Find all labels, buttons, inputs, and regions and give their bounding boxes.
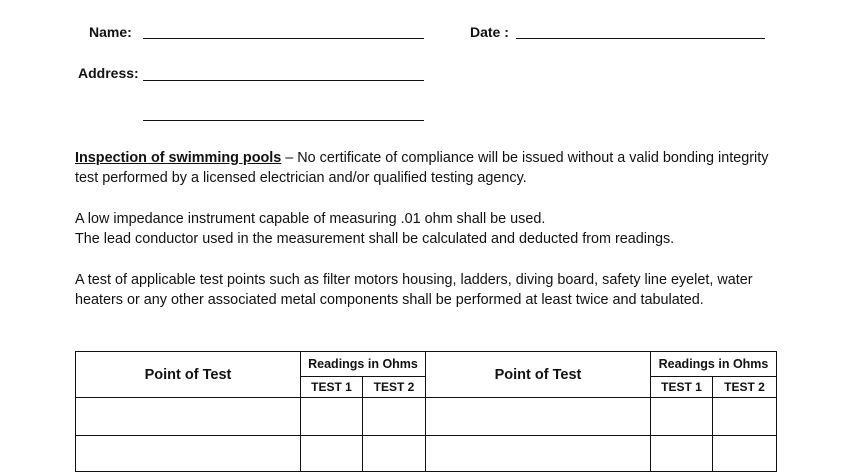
point-of-test-cell[interactable] xyxy=(76,436,301,472)
point-of-test-cell[interactable] xyxy=(76,398,301,436)
date-label: Date : xyxy=(470,24,509,40)
test2-cell[interactable] xyxy=(713,436,777,472)
test-points-paragraph xyxy=(75,270,775,310)
test1-header-right: TEST 1 xyxy=(651,377,713,398)
test-readings-table xyxy=(75,351,777,472)
address-field-line-1[interactable] xyxy=(143,80,424,81)
address-field-line-2[interactable] xyxy=(143,120,424,121)
readings-header-right: Readings in Ohms xyxy=(651,352,777,377)
date-field[interactable] xyxy=(516,38,765,39)
test1-cell[interactable] xyxy=(301,398,363,436)
test2-cell[interactable] xyxy=(363,436,426,472)
name-field[interactable] xyxy=(143,38,424,39)
instrument-paragraph xyxy=(75,209,775,249)
point-of-test-cell[interactable] xyxy=(426,436,651,472)
test-points-text: A test of applicable test points such as filter motors housing, ladders, diving board, safety line eyelet, water heaters or any other associated metal components shall be performed at least twice and tabulated. xyxy=(75,272,753,308)
test2-cell[interactable] xyxy=(713,398,777,436)
inspection-paragraph xyxy=(75,148,775,188)
test2-header-right: TEST 2 xyxy=(713,377,777,398)
test2-header-left: TEST 2 xyxy=(363,377,426,398)
address-label: Address: xyxy=(78,65,139,81)
instrument-line-2: The lead conductor used in the measurement shall be calculated and deducted from readings. xyxy=(75,231,675,247)
point-of-test-cell[interactable] xyxy=(426,398,651,436)
readings-header-left: Readings in Ohms xyxy=(301,352,426,377)
point-of-test-header-left: Point of Test xyxy=(76,352,301,398)
instrument-line-1: A low impedance instrument capable of measuring .01 ohm shall be used. xyxy=(75,211,546,227)
point-of-test-header-right: Point of Test xyxy=(426,352,651,398)
test1-header-left: TEST 1 xyxy=(301,377,363,398)
test1-cell[interactable] xyxy=(301,436,363,472)
test1-cell[interactable] xyxy=(651,398,713,436)
name-label: Name: xyxy=(89,24,132,40)
inspection-title: Inspection of swimming pools xyxy=(75,150,282,166)
inspection-text: – No certificate of compliance will be issued without a valid bonding integrity test performed by a licensed electrician and/or qualified testing agency. xyxy=(75,150,769,186)
test1-cell[interactable] xyxy=(651,436,713,472)
test2-cell[interactable] xyxy=(363,398,426,436)
